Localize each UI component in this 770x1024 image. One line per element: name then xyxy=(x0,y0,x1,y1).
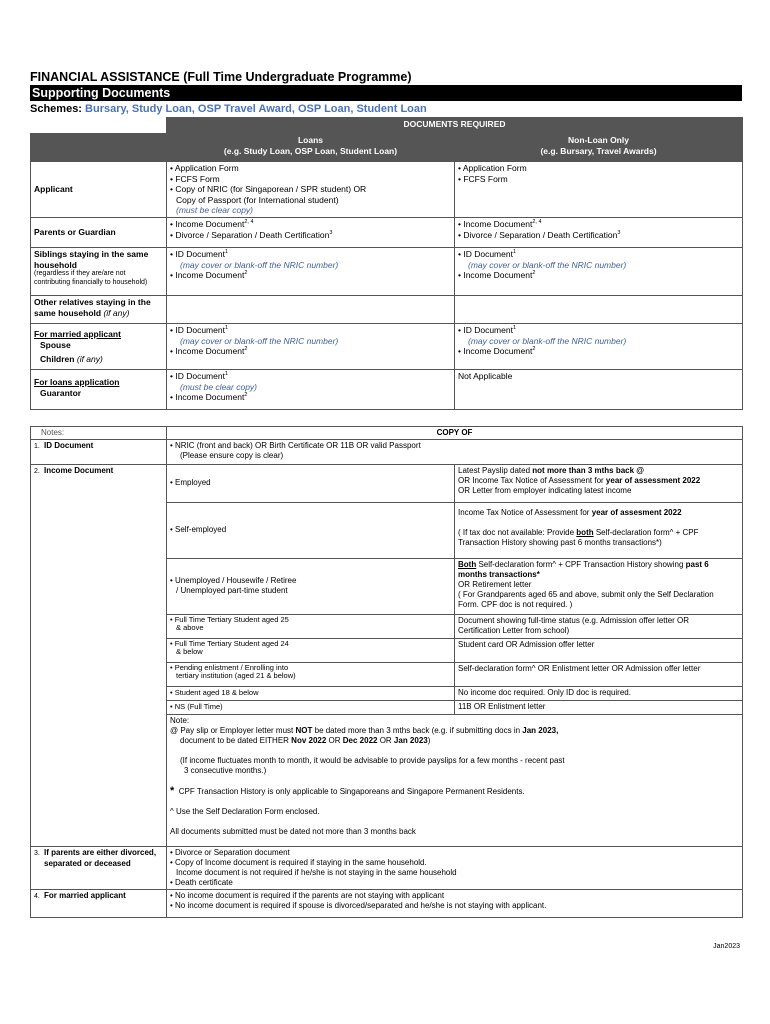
section-banner: Supporting Documents xyxy=(30,85,742,101)
applicant-nonloan-cell: • Application Form • FCFS Form xyxy=(455,162,743,218)
other-relatives-nonloan-cell xyxy=(455,295,743,323)
row-label-applicant: Applicant xyxy=(31,162,167,218)
row-label-siblings: Siblings staying in the same household (regardless if they are/are not contributing financially to household) xyxy=(31,247,167,295)
schemes-line xyxy=(30,101,742,117)
income-document-note: Note: @ Pay slip or Employer letter must NOT be dated more than 3 mths back (e.g. if submitting docs in Jan 2023, document to be dated EITHER Nov 2022 OR Dec 2022 OR Jan 2023) (If income fluctuates month to month, it would be advisable to provide payslips for a few months - recent past 3 consecutive months.) * CPF Transaction History is only applicable to Singaporeans and Singapore Permanent Residents. ^ Use the Self Declaration Form enclosed. All documents submitted must be dated not more than 3 months back xyxy=(167,714,743,846)
row-label-married: For married applicant Spouse Children (if any) xyxy=(31,323,167,369)
note-1-label: 1. ID Document xyxy=(31,439,167,464)
applicant-loans-cell: • Application Form • FCFS Form • Copy of NRIC (for Singaporean / SPR student) OR Copy of Passport (for International student) (must be clear copy) xyxy=(167,162,455,218)
siblings-nonloan-cell: • ID Document$^1$ (may cover or blank-off the NRIC number) • Income Document$^2$ xyxy=(455,247,743,295)
note-3-label: 3. If parents are either divorced, separated or deceased xyxy=(31,846,167,889)
siblings-loans-cell: • ID Document$^1$ (may cover or blank-off the NRIC number) • Income Document$^2$ xyxy=(167,247,455,295)
cat-tertiary-25: • Full Time Tertiary Student aged 25 & above xyxy=(167,614,455,638)
cat-unemployed: • Unemployed / Housewife / Retiree / Unemployed part-time student xyxy=(167,558,455,614)
schemes-label: Schemes: xyxy=(30,103,82,115)
cat-ns: • NS (Full Time) xyxy=(167,700,455,714)
doc-ns: 11B OR Enlistment letter xyxy=(455,700,743,714)
row-label-parents: Parents or Guardian xyxy=(31,217,167,247)
doc-tertiary-25: Document showing full-time status (e.g. Admission offer letter OR Certification Letter from school) xyxy=(455,614,743,638)
document-page xyxy=(30,70,742,918)
footer-date: Jan2023 xyxy=(713,943,740,950)
loanapp-nonloan-cell: Not Applicable xyxy=(455,369,743,409)
nonloan-column-header: Non-Loan Only (e.g. Bursary, Travel Awards) xyxy=(455,134,743,162)
note-2-label: 2. Income Document xyxy=(31,464,167,846)
docs-required-header: DOCUMENTS REQUIRED xyxy=(167,118,743,134)
cat-tertiary-24: • Full Time Tertiary Student aged 24 & below xyxy=(167,638,455,662)
document-title: FINANCIAL ASSISTANCE (Full Time Undergraduate Programme) xyxy=(30,70,412,84)
parents-loans-cell: • Income Document$^{2, 4}$ • Divorce / Separation / Death Certification$^3$ xyxy=(167,217,455,247)
doc-employed: Latest Payslip dated not more than 3 mths back @ OR Income Tax Notice of Assessment for year of assessment 2022 OR Letter from employer indicating latest income xyxy=(455,464,743,502)
cat-employed: • Employed xyxy=(167,464,455,502)
notes-table xyxy=(30,426,743,918)
married-loans-cell: • ID Document$^1$ (may cover or blank-off the NRIC number) • Income Document$^2$ xyxy=(167,323,455,369)
doc-unemployed: Both Self-declaration form^ + CPF Transaction History showing past 6 months transactions* OR Retirement letter ( For Grandparents aged 65 and above, submit only the Self Declaration Form. CPF doc is not required. ) xyxy=(455,558,743,614)
loans-column-header: Loans (e.g. Study Loan, OSP Loan, Student Loan) xyxy=(167,134,455,162)
doc-student-18: No income doc required. Only ID doc is required. xyxy=(455,686,743,700)
row-label-other-relatives: Other relatives staying in the same household (if any) xyxy=(31,295,167,323)
note-4-text: • No income document is required if the parents are not staying with applicant • No income document is required if spouse is divorced/separated and he/she is not staying with applicant. xyxy=(167,889,743,917)
note-3-text: • Divorce or Separation document • Copy of Income document is required if staying in the same household. Income document is not required if he/she is not staying in the same household • Death certificate xyxy=(167,846,743,889)
parents-nonloan-cell: • Income Document$^{2, 4}$ • Divorce / Separation / Death Certification$^3$ xyxy=(455,217,743,247)
doc-tertiary-24: Student card OR Admission offer letter xyxy=(455,638,743,662)
note-4-label: 4. For married applicant xyxy=(31,889,167,917)
note-1-text: • NRIC (front and back) OR Birth Certificate OR 11B OR valid Passport (Please ensure copy is clear) xyxy=(167,439,743,464)
cat-self-employed: • Self-employed xyxy=(167,502,455,558)
other-relatives-loans-cell xyxy=(167,295,455,323)
documents-required-table xyxy=(30,117,743,410)
doc-pending-enlistment: Self-declaration form^ OR Enlistment letter OR Admission offer letter xyxy=(455,662,743,686)
cat-pending-enlistment: • Pending enlistment / Enrolling into tertiary institution (aged 21 & below) xyxy=(167,662,455,686)
doc-self-employed: Income Tax Notice of Assessment for year of assesment 2022 ( If tax doc not available: Provide both Self-declaration form^ + CPF Transaction History showing past 6 months transactions*) xyxy=(455,502,743,558)
notes-header: Notes: xyxy=(31,426,167,439)
cat-student-18: • Student aged 18 & below xyxy=(167,686,455,700)
loanapp-loans-cell: • ID Document$^1$ (must be clear copy) • Income Document$^2$ xyxy=(167,369,455,409)
married-nonloan-cell: • ID Document$^1$ (may cover or blank-off the NRIC number) • Income Document$^2$ xyxy=(455,323,743,369)
copy-of-header: COPY OF xyxy=(167,426,743,439)
row-label-loans-application: For loans application Guarantor xyxy=(31,369,167,409)
schemes-value: Bursary, Study Loan, OSP Travel Award, OSP Loan, Student Loan xyxy=(85,103,427,115)
